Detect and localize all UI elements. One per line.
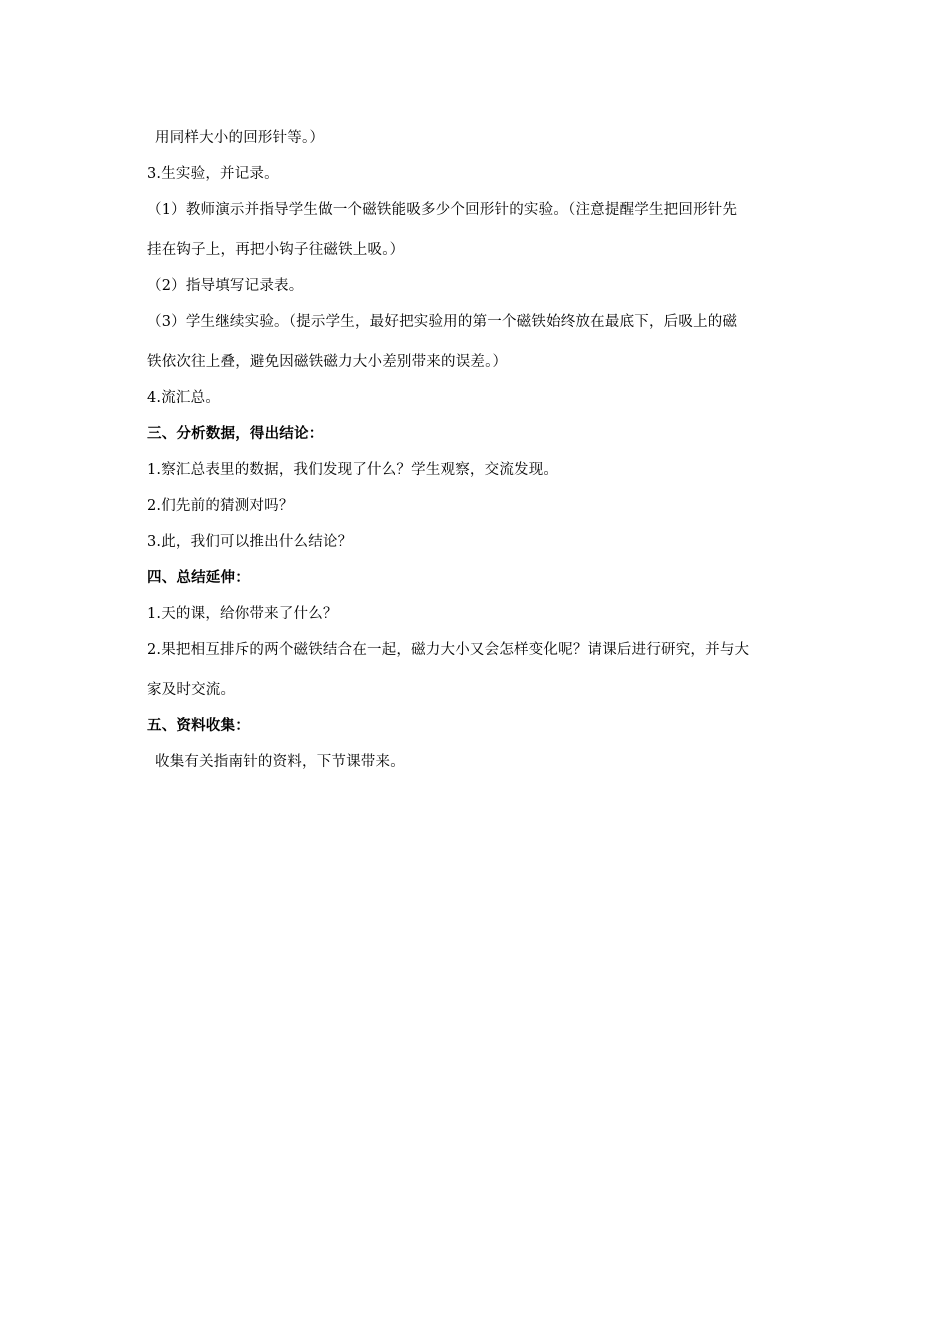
analysis-item-3: 3.此，我们可以推出什么结论？ xyxy=(147,534,353,550)
summary-item-1: 1.天的课，给你带来了什么？ xyxy=(147,606,338,622)
substep-3-continued: 铁依次往上叠，避免因磁铁磁力大小差别带来的误差。） xyxy=(147,354,508,370)
text-line: 用同样大小的回形针等。） xyxy=(155,130,325,146)
section-heading-3: 三、分析数据，得出结论： xyxy=(147,425,324,442)
summary-item-2: 2.果把相互排斥的两个磁铁结合在一起，磁力大小又会怎样变化呢？请课后进行研究，并与大 xyxy=(147,642,750,658)
section-heading-5: 五、资料收集： xyxy=(147,717,250,734)
step-3: 3.生实验，并记录。 xyxy=(147,166,279,182)
analysis-item-1: 1.察汇总表里的数据，我们发现了什么？学生观察，交流发现。 xyxy=(147,462,559,478)
analysis-item-2: 2.们先前的猜测对吗？ xyxy=(147,498,294,514)
substep-3: （3）学生继续实验。（提示学生，最好把实验用的第一个磁铁始终放在最底下，后吸上的磁 xyxy=(147,314,738,330)
step-4: 4.流汇总。 xyxy=(147,390,221,406)
material-collection-text: 收集有关指南针的资料，下节课带来。 xyxy=(155,754,405,770)
substep-2: （2）指导填写记录表。 xyxy=(147,278,304,294)
substep-1: （1）教师演示并指导学生做一个磁铁能吸多少个回形针的实验。（注意提醒学生把回形针先 xyxy=(147,202,738,218)
summary-item-2-continued: 家及时交流。 xyxy=(147,682,236,698)
substep-1-continued: 挂在钩子上，再把小钩子往磁铁上吸。） xyxy=(147,242,405,258)
section-heading-4: 四、总结延伸： xyxy=(147,569,250,586)
